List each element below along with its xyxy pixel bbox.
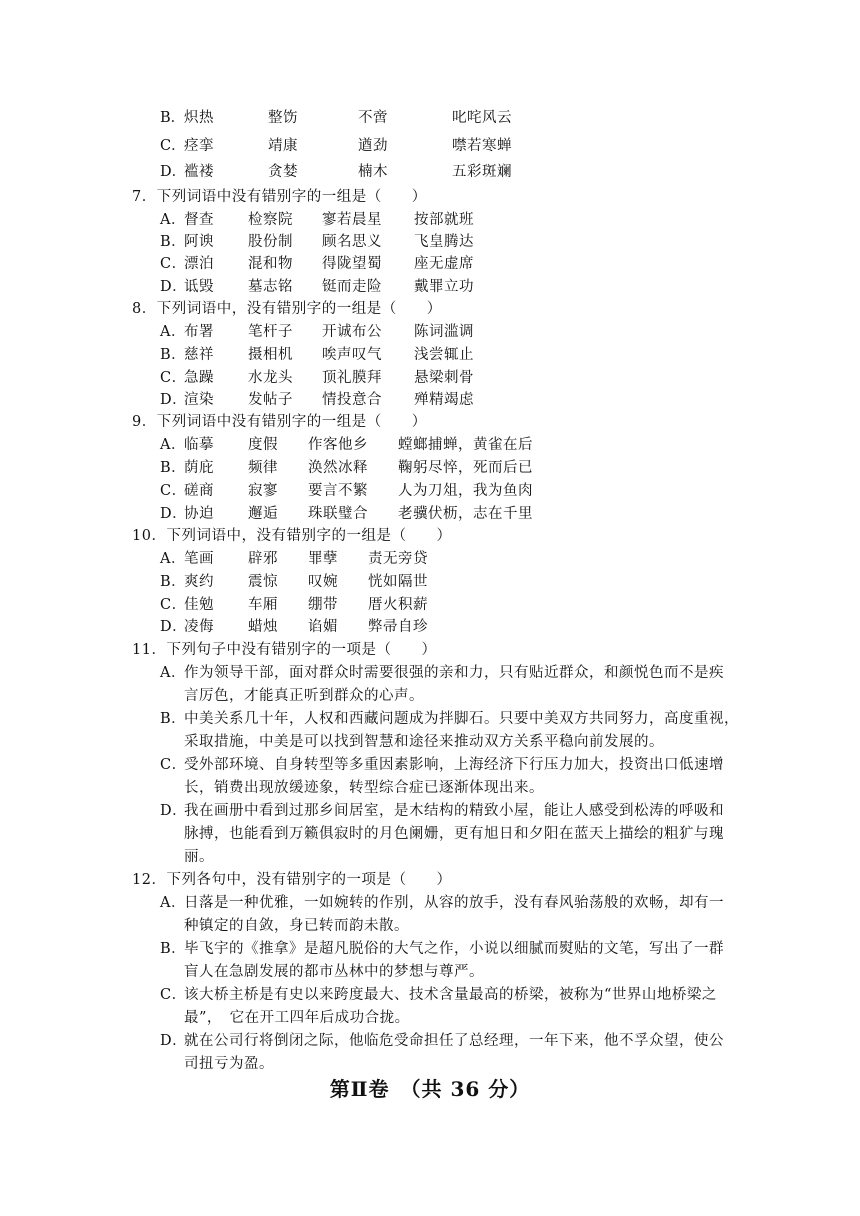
word: 五彩斑斓: [452, 164, 512, 180]
word: 摄相机: [248, 347, 293, 363]
q11-option-c-label: C．: [160, 757, 187, 773]
word: 频律: [248, 460, 278, 476]
q11-option-d-line: 丽。: [184, 849, 214, 865]
option-label: A．: [160, 324, 186, 340]
q10-stem: 10．下列词语中，没有错别字的一组是（ ）: [132, 528, 452, 544]
word: 贪婪: [268, 164, 298, 180]
word: 墓志铭: [248, 279, 293, 295]
q7-option-b: [160, 232, 744, 252]
word: 鞠躬尽悴，死而后已: [398, 460, 533, 476]
word: 悬梁刺骨: [414, 370, 474, 386]
q11-option-d-line: 脉搏，也能看到万籁俱寂时的月色阑姗，更有旭日和夕阳在蓝天上描绘的粗犷与瑰: [184, 826, 724, 842]
word: 渲染: [184, 392, 214, 408]
q8-stem: 8．下列词语中，没有错别字的一组是（ ）: [132, 301, 442, 317]
q11-option-b-line: 中美关系几十年，人权和西藏问题成为拌脚石。只要中美双方共同努力，高度重视，: [184, 711, 739, 727]
word: 痉挛: [184, 138, 214, 154]
word: 按部就班: [414, 212, 474, 228]
word: 布署: [184, 324, 214, 340]
word: 座无虚席: [414, 256, 474, 272]
word: 不啻: [358, 110, 388, 126]
word: 责无旁贷: [368, 551, 428, 567]
option-label: C．: [160, 256, 187, 272]
option-label: D．: [160, 506, 188, 522]
word: 老骥伏枥，志在千里: [398, 506, 533, 522]
word: 涣然冰释: [308, 460, 368, 476]
word: 邂逅: [248, 506, 278, 522]
word: 慈祥: [184, 347, 214, 363]
word: 叹婉: [308, 574, 338, 590]
word: 叱咤风云: [452, 110, 512, 126]
option-label: D．: [160, 279, 188, 295]
option-label: B．: [160, 110, 186, 126]
q11-stem: 11．下列句子中没有错别字的一项是（ ）: [132, 642, 437, 658]
q11-option-c-line: 受外部环境、自身转型等多重因素影响，上海经济下行压力加大，投资出口低速增: [184, 757, 724, 773]
word: 蜡烛: [248, 619, 278, 635]
word: 戴罪立功: [414, 279, 474, 295]
word: 顾名思义: [322, 234, 382, 250]
word: 寂寥: [248, 483, 278, 499]
q12-option-c-line: 该大桥主桥是有史以来跨度最大、技术含量最高的桥梁，被称为“世界山地桥梁之: [184, 987, 717, 1003]
q7-option-d: [160, 277, 744, 297]
word: 人为刀俎，我为鱼肉: [398, 483, 533, 499]
word: 督查: [184, 212, 214, 228]
option-label: C．: [160, 370, 187, 386]
word: 飞皇腾达: [414, 234, 474, 250]
q12-option-d-label: D．: [160, 1033, 188, 1049]
q11-option-b-line: 采取措施，中美是可以找到智慧和途径来推动双方关系平稳向前发展的。: [184, 734, 664, 750]
q11-option-d-line: 我在画册中看到过那乡间居室，是木结构的精致小屋，能让人感受到松涛的呼吸和: [184, 803, 724, 819]
word: 要言不繁: [308, 483, 368, 499]
word: 发帖子: [248, 392, 293, 408]
word: 遒劲: [358, 138, 388, 154]
word: 检察院: [248, 212, 293, 228]
word: 临摹: [184, 437, 214, 453]
q10-option-a: [160, 549, 744, 569]
q11-option-c-line: 长，销费出现放缓迹象，转型综合症已逐渐体现出来。: [184, 780, 544, 796]
word: 顶礼膜拜: [322, 370, 382, 386]
word: 协迫: [184, 506, 214, 522]
q9-option-d: [160, 504, 744, 524]
q12-option-b-line: 毕飞宇的《推拿》是超凡脱俗的大气之作，小说以细腻而熨贴的文笔，写出了一群: [184, 941, 724, 957]
q11-option-a-line: 作为领导干部，面对群众时需要很强的亲和力，只有贴近群众，和颜悦色而不是疾: [184, 665, 724, 681]
word: 谄媚: [308, 619, 338, 635]
word: 寥若晨星: [322, 212, 382, 228]
word: 厝火积薪: [368, 597, 428, 613]
word: 水龙头: [248, 370, 293, 386]
q8-option-b: [160, 345, 744, 365]
word: 弊帚自珍: [368, 619, 428, 635]
q8-option-a: [160, 322, 744, 342]
q6-option-d: [160, 162, 744, 182]
word: 唉声叹气: [322, 347, 382, 363]
word: 震惊: [248, 574, 278, 590]
q11-option-d-label: D．: [160, 803, 188, 819]
word: 开诚布公: [322, 324, 382, 340]
q6-option-b: [160, 108, 744, 128]
option-label: C．: [160, 483, 187, 499]
option-label: D．: [160, 392, 188, 408]
option-label: A．: [160, 212, 186, 228]
word: 楠木: [358, 164, 388, 180]
word: 急躁: [184, 370, 214, 386]
option-label: D．: [160, 164, 187, 180]
q12-option-b-label: B．: [160, 941, 187, 957]
word: 凌侮: [184, 619, 214, 635]
q12-option-a-label: A．: [160, 895, 186, 911]
word: 靖康: [268, 138, 298, 154]
option-label: A．: [160, 551, 186, 567]
word: 浅尝辄止: [414, 347, 474, 363]
word: 阿谀: [184, 234, 214, 250]
q12-stem: 12．下列各句中，没有错别字的一项是（ ）: [132, 872, 452, 888]
word: 混和物: [248, 256, 293, 272]
q10-option-d: [160, 617, 744, 637]
q8-option-d: [160, 390, 744, 410]
q7-stem: 7．下列词语中没有错别字的一组是（ ）: [132, 189, 427, 205]
word: 作客他乡: [308, 437, 368, 453]
option-label: A．: [160, 437, 186, 453]
word: 荫庇: [184, 460, 214, 476]
q9-option-c: [160, 481, 744, 501]
word: 笔画: [184, 551, 214, 567]
option-label: B．: [160, 460, 187, 476]
q12-option-b-line: 盲人在急剧发展的都市丛林中的梦想与尊严。: [184, 964, 484, 980]
word: 铤而走险: [322, 279, 382, 295]
option-label: C．: [160, 597, 187, 613]
word: 炽热: [184, 110, 214, 126]
word: 爽约: [184, 574, 214, 590]
word: 褴褛: [184, 164, 214, 180]
q9-stem: 9．下列词语中没有错别字的一组是（ ）: [132, 414, 427, 430]
word: 绷带: [308, 597, 338, 613]
word: 殚精竭虑: [414, 392, 474, 408]
word: 整饬: [268, 110, 298, 126]
option-label: B．: [160, 574, 187, 590]
q12-option-a-line: 种镇定的自敛，身已转而韵未散。: [184, 918, 409, 934]
word: 车厢: [248, 597, 278, 613]
q12-option-d-line: 就在公司行将倒闭之际，他临危受命担任了总经理，一年下来，他不孚众望，使公: [184, 1033, 724, 1049]
q11-option-a-label: A．: [160, 665, 186, 681]
word: 恍如隔世: [368, 574, 428, 590]
option-label: C．: [160, 138, 186, 154]
word: 罪孽: [308, 551, 338, 567]
word: 螳螂捕蝉，黄雀在后: [398, 437, 533, 453]
q11-option-a-line: 言厉色，才能真正听到群众的心声。: [184, 688, 424, 704]
word: 度假: [248, 437, 278, 453]
option-label: B．: [160, 347, 187, 363]
q7-option-a: [160, 210, 744, 230]
q12-option-d-line: 司扭亏为盈。: [184, 1056, 274, 1072]
option-label: B．: [160, 234, 187, 250]
word: 噤若寒蝉: [452, 138, 512, 154]
word: 股份制: [248, 234, 293, 250]
word: 得陇望蜀: [322, 256, 382, 272]
q9-option-a: [160, 435, 744, 455]
option-label: D．: [160, 619, 188, 635]
q7-option-c: [160, 254, 744, 274]
q12-option-c-label: C．: [160, 987, 187, 1003]
q10-option-c: [160, 595, 744, 615]
word: 辟邪: [248, 551, 278, 567]
word: 珠联璧合: [308, 506, 368, 522]
q9-option-b: [160, 458, 744, 478]
section-title: 第Ⅱ卷 （共 36 分）: [329, 1077, 531, 1101]
word: 陈词滥调: [414, 324, 474, 340]
q11-option-b-label: B．: [160, 711, 187, 727]
word: 漂泊: [184, 256, 214, 272]
q8-option-c: [160, 368, 744, 388]
q10-option-b: [160, 572, 744, 592]
word: 诋毁: [184, 279, 214, 295]
q12-option-c-line: 最”， 它在开工四年后成功合拢。: [184, 1010, 410, 1026]
word: 佳勉: [184, 597, 214, 613]
word: 磋商: [184, 483, 214, 499]
q12-option-a-line: 日落是一种优雅，一如婉转的作别，从容的放手，没有春风骀荡般的欢畅，却有一: [184, 895, 724, 911]
q6-option-c: [160, 136, 744, 156]
word: 笔杆子: [248, 324, 293, 340]
word: 情投意合: [322, 392, 382, 408]
